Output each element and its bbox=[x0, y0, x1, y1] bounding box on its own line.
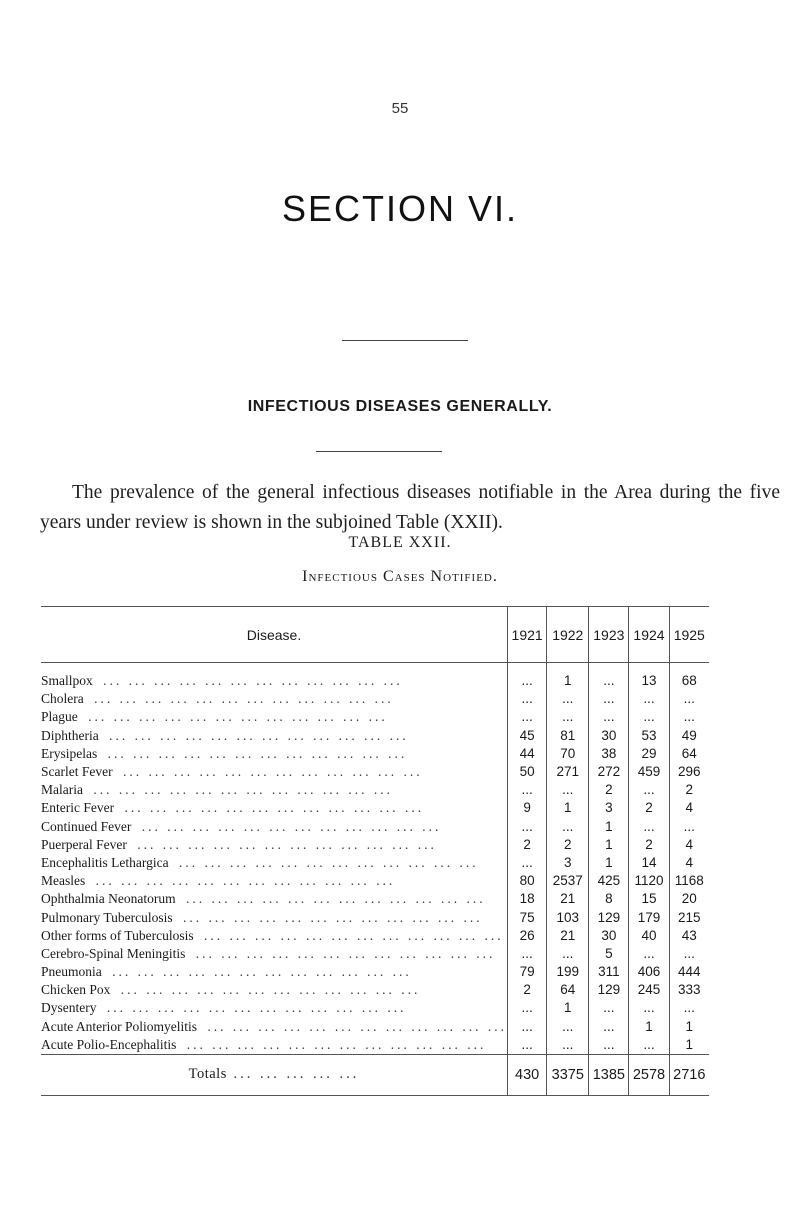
dot-leader: ... ... ... ... ... ... ... ... ... ... ... ... bbox=[81, 709, 388, 725]
disease-cell bbox=[41, 690, 507, 708]
value-cell-1923: 1 bbox=[589, 854, 629, 872]
value-cell-1923: 30 bbox=[589, 727, 629, 745]
value-cell-1922: ... bbox=[547, 781, 589, 799]
dot-leader: ... ... ... ... ... ... ... ... ... ... ... ... bbox=[101, 745, 408, 761]
value-cell-1925: 4 bbox=[669, 854, 709, 872]
table-header-row bbox=[41, 607, 709, 663]
value-cell-1921: ... bbox=[507, 1036, 546, 1055]
value-cell-1924: 13 bbox=[629, 663, 669, 691]
value-cell-1923: 8 bbox=[589, 890, 629, 908]
table-row bbox=[41, 963, 709, 981]
total-1923: 1385 bbox=[589, 1054, 629, 1095]
value-cell-1924: 2 bbox=[629, 836, 669, 854]
table-row bbox=[41, 945, 709, 963]
value-cell-1923: 38 bbox=[589, 745, 629, 763]
value-cell-1921: ... bbox=[507, 663, 546, 691]
total-1922: 3375 bbox=[547, 1054, 589, 1095]
value-cell-1923: 5 bbox=[589, 945, 629, 963]
disease-cell bbox=[41, 799, 507, 817]
table-row bbox=[41, 799, 709, 817]
value-cell-1925: 64 bbox=[669, 745, 709, 763]
disease-name: Enteric Fever bbox=[41, 800, 118, 815]
value-cell-1925: 1 bbox=[669, 1036, 709, 1055]
intro-paragraph: The prevalence of the general infectious diseases notifiable in the Area during the five years under review is shown in the subjoined Table (XXII). bbox=[40, 482, 780, 533]
disease-cell bbox=[41, 981, 507, 999]
value-cell-1925: ... bbox=[669, 690, 709, 708]
value-cell-1924: 1120 bbox=[629, 872, 669, 890]
value-cell-1925: 49 bbox=[669, 727, 709, 745]
table-row bbox=[41, 763, 709, 781]
value-cell-1924: ... bbox=[629, 708, 669, 726]
table-row bbox=[41, 690, 709, 708]
value-cell-1924: ... bbox=[629, 690, 669, 708]
table-row bbox=[41, 818, 709, 836]
value-cell-1924: 53 bbox=[629, 727, 669, 745]
value-cell-1923: 1 bbox=[589, 818, 629, 836]
value-cell-1922: ... bbox=[547, 1036, 589, 1055]
value-cell-1925: 296 bbox=[669, 763, 709, 781]
value-cell-1924: 29 bbox=[629, 745, 669, 763]
total-1924: 2578 bbox=[629, 1054, 669, 1095]
dot-leader: ... ... ... ... ... bbox=[226, 1066, 360, 1083]
value-cell-1924: 459 bbox=[629, 763, 669, 781]
subtitle: INFECTIOUS DISEASES GENERALLY. bbox=[247, 398, 553, 415]
disease-name: Other forms of Tuberculosis bbox=[41, 928, 198, 943]
disease-name: Puerperal Fever bbox=[41, 837, 131, 852]
table-subcaption: Infectious Cases Notified. bbox=[302, 568, 498, 585]
disease-name: Cholera bbox=[41, 691, 88, 706]
dot-leader: ... ... ... ... ... ... ... ... ... ... ... ... bbox=[114, 982, 421, 998]
table-row bbox=[41, 908, 709, 926]
table-row bbox=[41, 727, 709, 745]
dot-leader: ... ... ... ... ... ... ... ... ... ... ... ... bbox=[197, 927, 504, 943]
value-cell-1923: 3 bbox=[589, 799, 629, 817]
value-cell-1922: 70 bbox=[547, 745, 589, 763]
disease-name: Dysentery bbox=[41, 1000, 100, 1015]
value-cell-1922: 2537 bbox=[547, 872, 589, 890]
disease-name: Malaria bbox=[41, 782, 87, 797]
value-cell-1924: ... bbox=[629, 1036, 669, 1055]
table-row bbox=[41, 663, 709, 691]
value-cell-1921: ... bbox=[507, 818, 546, 836]
value-cell-1922: ... bbox=[547, 690, 589, 708]
disease-cell bbox=[41, 1018, 507, 1036]
disease-cell bbox=[41, 872, 507, 890]
value-cell-1923: 272 bbox=[589, 763, 629, 781]
disease-cell bbox=[41, 999, 507, 1017]
value-cell-1924: 15 bbox=[629, 890, 669, 908]
value-cell-1924: 2 bbox=[629, 799, 669, 817]
value-cell-1923: 311 bbox=[589, 963, 629, 981]
value-cell-1923: ... bbox=[589, 663, 629, 691]
value-cell-1922: ... bbox=[547, 818, 589, 836]
dot-leader: ... ... ... ... ... ... ... ... ... ... ... ... bbox=[102, 727, 409, 743]
table-row bbox=[41, 781, 709, 799]
value-cell-1925: 68 bbox=[669, 663, 709, 691]
table-row bbox=[41, 708, 709, 726]
value-cell-1921: ... bbox=[507, 690, 546, 708]
table-row bbox=[41, 854, 709, 872]
totals-row bbox=[41, 1054, 709, 1095]
dot-leader: ... ... ... ... ... ... ... ... ... ... ... ... bbox=[179, 891, 486, 907]
table-caption: TABLE XXII. bbox=[348, 534, 452, 551]
value-cell-1923: 425 bbox=[589, 872, 629, 890]
value-cell-1922: 271 bbox=[547, 763, 589, 781]
value-cell-1922: 2 bbox=[547, 836, 589, 854]
disease-cell bbox=[41, 663, 507, 691]
value-cell-1923: ... bbox=[589, 690, 629, 708]
divider-bottom bbox=[316, 451, 442, 452]
value-cell-1922: 1 bbox=[547, 799, 589, 817]
disease-name: Cerebro-Spinal Meningitis bbox=[41, 946, 189, 961]
table-row bbox=[41, 999, 709, 1017]
value-cell-1921: ... bbox=[507, 1018, 546, 1036]
dot-leader: ... ... ... ... ... ... ... ... ... ... ... ... bbox=[105, 964, 412, 980]
value-cell-1924: 406 bbox=[629, 963, 669, 981]
value-cell-1925: 444 bbox=[669, 963, 709, 981]
total-1925: 2716 bbox=[669, 1054, 709, 1095]
table-row bbox=[41, 1018, 709, 1036]
value-cell-1923: 2 bbox=[589, 781, 629, 799]
disease-name: Acute Polio-Encephalitis bbox=[41, 1037, 180, 1052]
value-cell-1925: 215 bbox=[669, 908, 709, 926]
value-cell-1921: ... bbox=[507, 854, 546, 872]
value-cell-1925: ... bbox=[669, 708, 709, 726]
dot-leader: ... ... ... ... ... ... ... ... ... ... ... ... bbox=[180, 1036, 487, 1052]
value-cell-1921: 2 bbox=[507, 981, 546, 999]
table-row bbox=[41, 1036, 709, 1055]
value-cell-1925: 2 bbox=[669, 781, 709, 799]
value-cell-1924: 179 bbox=[629, 908, 669, 926]
disease-name: Diphtheria bbox=[41, 728, 103, 743]
value-cell-1922: 81 bbox=[547, 727, 589, 745]
disease-name: Acute Anterior Poliomyelitis bbox=[41, 1019, 201, 1034]
disease-cell bbox=[41, 727, 507, 745]
page-number: 55 bbox=[391, 100, 409, 117]
disease-name: Ophthalmia Neonatorum bbox=[41, 891, 180, 906]
table-row bbox=[41, 872, 709, 890]
dot-leader: ... ... ... ... ... ... ... ... ... ... ... ... bbox=[176, 909, 483, 925]
value-cell-1925: 43 bbox=[669, 927, 709, 945]
dot-leader: ... ... ... ... ... ... ... ... ... ... ... ... bbox=[87, 691, 394, 707]
disease-name: Encephalitis Lethargica bbox=[41, 855, 173, 870]
dot-leader: ... ... ... ... ... ... ... ... ... ... ... ... bbox=[135, 818, 442, 834]
totals-label: Totals ... ... ... ... ... bbox=[41, 1054, 507, 1095]
disease-cell bbox=[41, 836, 507, 854]
header-1925: 1925 bbox=[669, 607, 709, 663]
dot-leader: ... ... ... ... ... ... ... ... ... ... ... ... bbox=[116, 764, 423, 780]
value-cell-1925: 1168 bbox=[669, 872, 709, 890]
disease-cell bbox=[41, 854, 507, 872]
value-cell-1921: ... bbox=[507, 781, 546, 799]
disease-name: Pneumonia bbox=[41, 964, 106, 979]
disease-cell bbox=[41, 745, 507, 763]
value-cell-1921: 79 bbox=[507, 963, 546, 981]
value-cell-1925: 4 bbox=[669, 836, 709, 854]
value-cell-1922: 21 bbox=[547, 927, 589, 945]
value-cell-1924: 14 bbox=[629, 854, 669, 872]
value-cell-1925: ... bbox=[669, 999, 709, 1017]
value-cell-1924: 1 bbox=[629, 1018, 669, 1036]
value-cell-1921: 50 bbox=[507, 763, 546, 781]
value-cell-1924: 40 bbox=[629, 927, 669, 945]
value-cell-1923: ... bbox=[589, 999, 629, 1017]
disease-cell bbox=[41, 1036, 507, 1055]
value-cell-1921: 45 bbox=[507, 727, 546, 745]
dot-leader: ... ... ... ... ... ... ... ... ... ... ... ... bbox=[189, 945, 496, 961]
value-cell-1921: 44 bbox=[507, 745, 546, 763]
value-cell-1923: 129 bbox=[589, 981, 629, 999]
value-cell-1923: 30 bbox=[589, 927, 629, 945]
disease-name: Pulmonary Tuberculosis bbox=[41, 910, 177, 925]
value-cell-1923: 129 bbox=[589, 908, 629, 926]
value-cell-1925: 1 bbox=[669, 1018, 709, 1036]
disease-name: Erysipelas bbox=[41, 746, 101, 761]
value-cell-1921: 2 bbox=[507, 836, 546, 854]
disease-cell bbox=[41, 818, 507, 836]
value-cell-1922: 1 bbox=[547, 663, 589, 691]
dot-leader: ... ... ... ... ... ... ... ... ... ... ... ... bbox=[200, 1018, 507, 1034]
value-cell-1921: ... bbox=[507, 708, 546, 726]
disease-cell bbox=[41, 927, 507, 945]
value-cell-1923: ... bbox=[589, 1018, 629, 1036]
table-body bbox=[41, 663, 709, 1055]
value-cell-1922: 64 bbox=[547, 981, 589, 999]
value-cell-1922: 199 bbox=[547, 963, 589, 981]
dot-leader: ... ... ... ... ... ... ... ... ... ... ... ... bbox=[130, 836, 437, 852]
value-cell-1921: 9 bbox=[507, 799, 546, 817]
value-cell-1922: ... bbox=[547, 708, 589, 726]
infectious-cases-table bbox=[41, 606, 709, 1096]
value-cell-1925: ... bbox=[669, 945, 709, 963]
dot-leader: ... ... ... ... ... ... ... ... ... ... ... ... bbox=[118, 800, 425, 816]
header-1921: 1921 bbox=[507, 607, 546, 663]
value-cell-1921: 80 bbox=[507, 872, 546, 890]
dot-leader: ... ... ... ... ... ... ... ... ... ... ... ... bbox=[100, 1000, 407, 1016]
disease-name: Chicken Pox bbox=[41, 982, 114, 997]
value-cell-1921: ... bbox=[507, 945, 546, 963]
dot-leader: ... ... ... ... ... ... ... ... ... ... ... ... bbox=[172, 854, 479, 870]
total-1921: 430 bbox=[507, 1054, 546, 1095]
header-disease: Disease. bbox=[41, 607, 507, 663]
disease-cell bbox=[41, 908, 507, 926]
table-row bbox=[41, 836, 709, 854]
disease-cell bbox=[41, 708, 507, 726]
table-row bbox=[41, 927, 709, 945]
value-cell-1924: ... bbox=[629, 999, 669, 1017]
value-cell-1922: 103 bbox=[547, 908, 589, 926]
value-cell-1921: 75 bbox=[507, 908, 546, 926]
table-row bbox=[41, 981, 709, 999]
value-cell-1923: 1 bbox=[589, 836, 629, 854]
disease-name: Scarlet Fever bbox=[41, 764, 117, 779]
value-cell-1922: 1 bbox=[547, 999, 589, 1017]
table-row bbox=[41, 745, 709, 763]
table-row bbox=[41, 890, 709, 908]
value-cell-1925: ... bbox=[669, 818, 709, 836]
value-cell-1921: ... bbox=[507, 999, 546, 1017]
dot-leader: ... ... ... ... ... ... ... ... ... ... ... ... bbox=[86, 782, 393, 798]
value-cell-1925: 333 bbox=[669, 981, 709, 999]
value-cell-1922: ... bbox=[547, 1018, 589, 1036]
value-cell-1925: 4 bbox=[669, 799, 709, 817]
value-cell-1922: 21 bbox=[547, 890, 589, 908]
value-cell-1922: 3 bbox=[547, 854, 589, 872]
disease-cell bbox=[41, 945, 507, 963]
disease-cell bbox=[41, 963, 507, 981]
header-1923: 1923 bbox=[589, 607, 629, 663]
disease-name: Continued Fever bbox=[41, 819, 135, 834]
dot-leader: ... ... ... ... ... ... ... ... ... ... ... ... bbox=[89, 873, 396, 889]
dot-leader: ... ... ... ... ... ... ... ... ... ... ... ... bbox=[96, 673, 403, 689]
value-cell-1924: ... bbox=[629, 781, 669, 799]
header-1922: 1922 bbox=[547, 607, 589, 663]
divider-top bbox=[342, 340, 468, 341]
value-cell-1924: ... bbox=[629, 818, 669, 836]
value-cell-1921: 18 bbox=[507, 890, 546, 908]
header-1924: 1924 bbox=[629, 607, 669, 663]
value-cell-1922: ... bbox=[547, 945, 589, 963]
value-cell-1925: 20 bbox=[669, 890, 709, 908]
section-title: SECTION VI. bbox=[281, 188, 519, 229]
disease-name: Plague bbox=[41, 709, 82, 724]
value-cell-1924: ... bbox=[629, 945, 669, 963]
disease-cell bbox=[41, 763, 507, 781]
disease-cell bbox=[41, 890, 507, 908]
disease-name: Measles bbox=[41, 873, 89, 888]
value-cell-1924: 245 bbox=[629, 981, 669, 999]
disease-cell bbox=[41, 781, 507, 799]
value-cell-1923: ... bbox=[589, 708, 629, 726]
value-cell-1921: 26 bbox=[507, 927, 546, 945]
disease-name: Smallpox bbox=[41, 673, 97, 688]
value-cell-1923: ... bbox=[589, 1036, 629, 1055]
